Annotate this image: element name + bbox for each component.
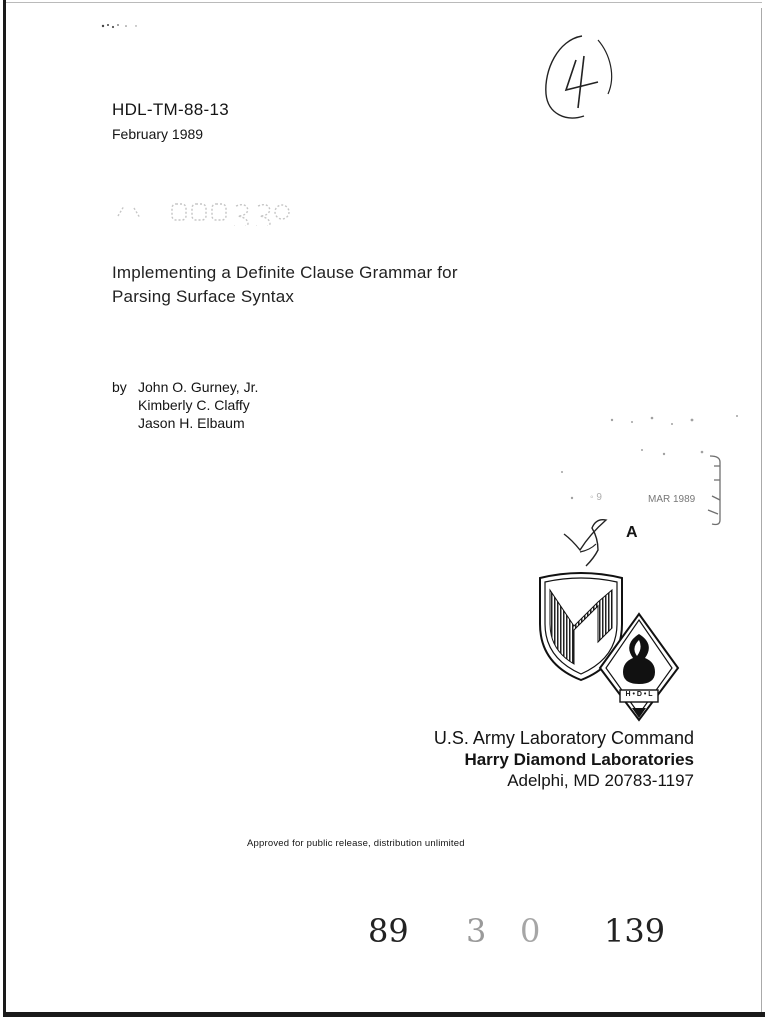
stamp-date: MAR 1989 (648, 494, 696, 505)
document-title-line-2: Parsing Surface Syntax (112, 287, 295, 306)
handwritten-circled-mark (536, 30, 622, 126)
scan-top-edge (6, 2, 762, 3)
release-statement: Approved for public release, distribution unlimited (247, 838, 465, 849)
report-date: February 1989 (112, 126, 204, 142)
handwritten-initial-mark (560, 512, 660, 572)
hdl-logo-label: H • D • L (625, 691, 653, 698)
svg-text:◦ 9: ◦ 9 (590, 492, 602, 503)
organization-block (434, 728, 694, 791)
document-title-line-1: Implementing a Definite Clause Grammar for (112, 263, 458, 282)
stamp-letter: A (626, 524, 638, 541)
serial-group-2: 3 (466, 912, 487, 950)
author-2: Kimberly C. Claffy (138, 397, 250, 413)
author-1: John O. Gurney, Jr. (138, 379, 259, 395)
author-3: Jason H. Elbaum (138, 415, 245, 431)
faint-bleed-through-numbers (90, 196, 290, 226)
authors-by-label: by (112, 379, 127, 395)
organization-command: U.S. Army Laboratory Command (433, 728, 694, 748)
report-number: HDL-TM-88-13 (112, 100, 229, 119)
scan-artifact-top (100, 18, 140, 28)
serial-number (368, 912, 688, 952)
hdl-diamond-logo (598, 612, 680, 722)
serial-group-3: 0 (520, 912, 541, 950)
organization-address: Adelphi, MD 20783-1197 (507, 771, 694, 790)
scan-right-edge (761, 8, 762, 1012)
serial-group-1: 89 (368, 912, 409, 950)
organization-laboratory: Harry Diamond Laboratories (464, 750, 694, 769)
serial-group-4: 139 (604, 912, 666, 950)
scan-bottom-edge (3, 1012, 765, 1017)
scan-left-edge (3, 0, 6, 1012)
